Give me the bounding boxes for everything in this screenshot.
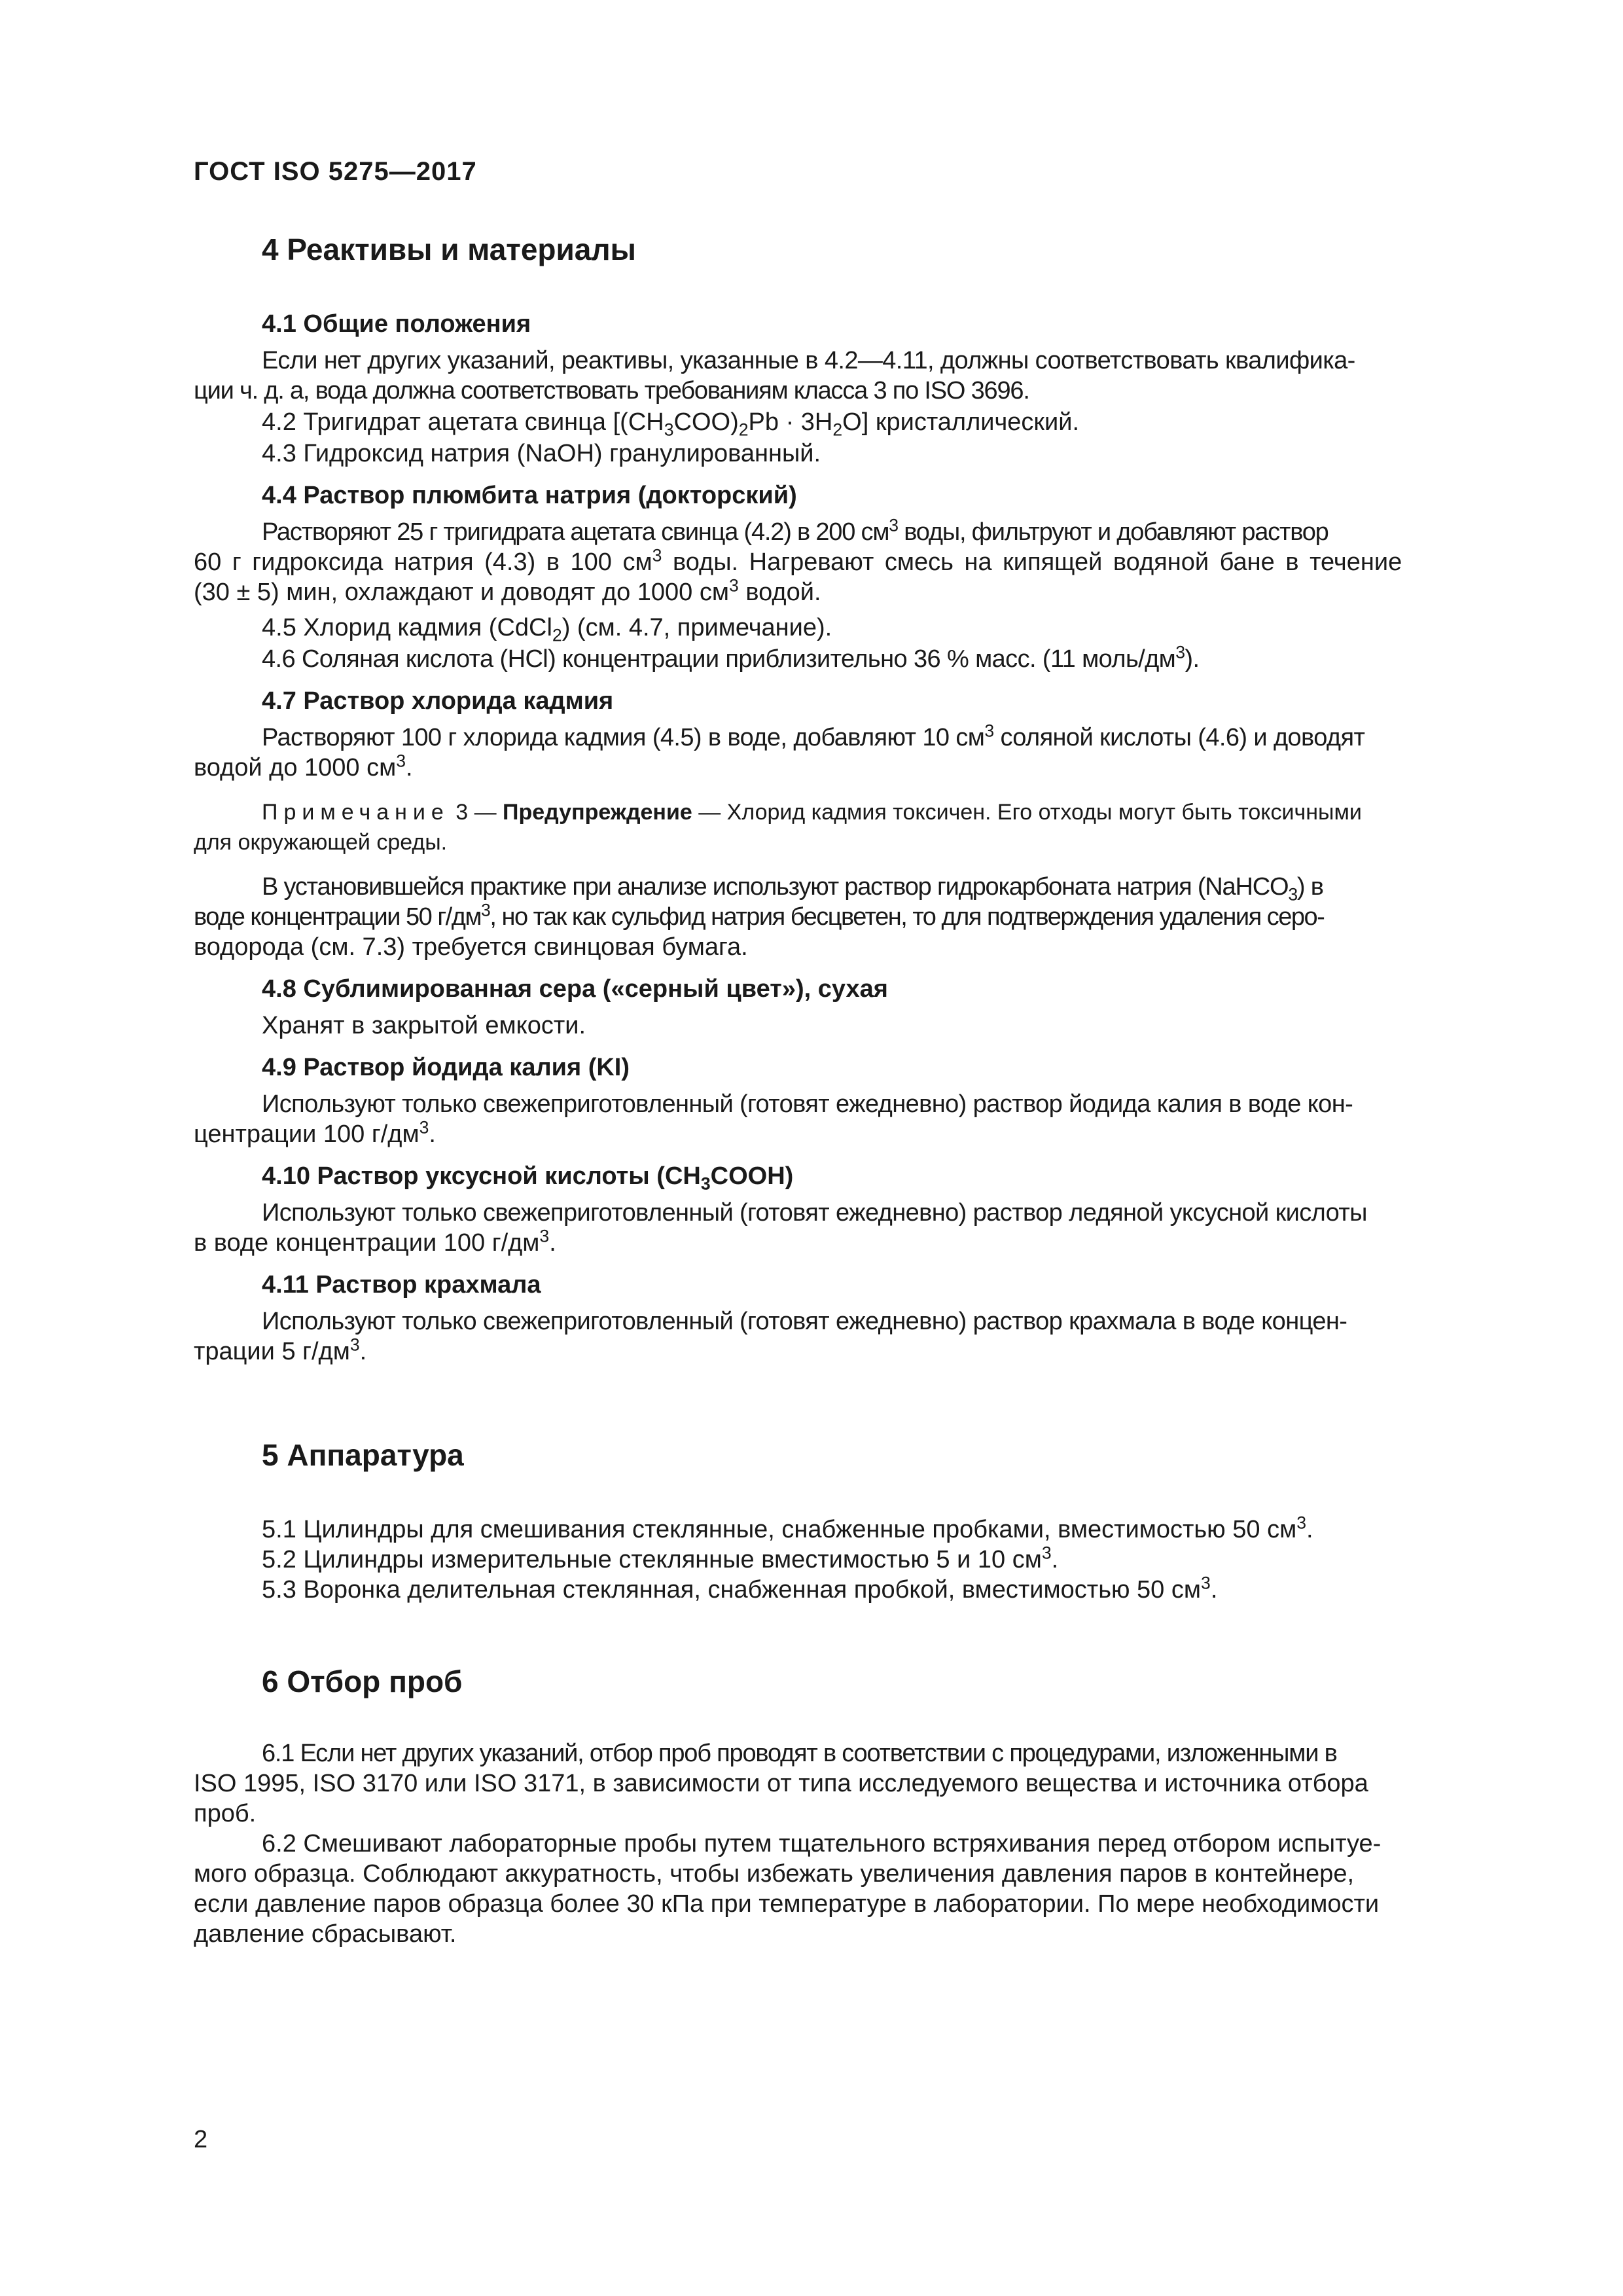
- s4-10-line2: в воде концентрации 100 $г/дм^3$.: [194, 1226, 556, 1257]
- s6-1-line1: 6.1 Если нет других указаний, отбор проб проводят в соответствии с процедурами, изложенными в: [262, 1740, 1337, 1767]
- s4-6-item: 4.6 Соляная кислота (HCl) концентрации приблизительно 36 % масс. (11 моль/$дм^3$).: [262, 642, 1200, 673]
- s4-7-line1: Растворяют 100 г хлорида кадмия (4.5) в воде, добавляют 10 $см^3$ соляной кислоты (4.6) и доводят: [262, 721, 1365, 751]
- subsection-4-7-heading: 4.7 Раствор хлорида кадмия: [262, 687, 614, 715]
- s6-2-line2: мого образца. Соблюдают аккуратность, чтобы избежать увеличения давления паров в контейнере,: [194, 1860, 1355, 1888]
- s4-4-line1: Растворяют 25 г тригидрата ацетата свинца (4.2) в 200 $см^3$ воды, фильтруют и добавляют раствор: [262, 515, 1329, 546]
- s6-2-line4: давление сбрасывают.: [194, 1920, 457, 1948]
- s4-10-line1: Используют только свежеприготовленный (готовят ежедневно) раствор ледяной уксусной кислоты: [262, 1199, 1367, 1227]
- s4-11-line2: трации 5 $г/дм^3$.: [194, 1335, 367, 1365]
- s4-7-note-line1: Примечание 3 — Предупреждение — Хлорид кадмия токсичен. Его отходы могут быть токсичными: [262, 800, 1362, 825]
- s4-4-line2: 60 г гидроксида натрия (4.3) в 100 $см^3$ воды. Нагревают смесь на кипящей водяной бане в течение: [194, 545, 1402, 576]
- section-4-heading: 4 Реактивы и материалы: [262, 232, 636, 266]
- subsection-4-10-heading: 4.10 Раствор уксусной кислоты $(CH_3COOH)$: [262, 1162, 794, 1194]
- s4-8-text: Хранят в закрытой емкости.: [262, 1012, 586, 1039]
- s4-7-para2-line2: воде концентрации 50 $г/дм^3$, но так как сульфид натрия бесцветен, то для подтверждения удаления серо-: [194, 900, 1325, 931]
- s5-3-item: 5.3 Воронка делительная стеклянная, снабженная пробкой, вместимостью 50 $см^3$.: [262, 1573, 1218, 1604]
- s4-7-para2-line1: В установившейся практике при анализе используют раствор гидрокарбоната натрия (NaHCO$_3$) в: [262, 873, 1323, 905]
- s4-1-line2: ции ч. д. а, вода должна соответствовать требованиям класса 3 по ISO 3696.: [194, 377, 1029, 404]
- s4-9-line2: центрации 100 $г/дм^3$.: [194, 1117, 436, 1148]
- section-6-heading: 6 Отбор проб: [262, 1664, 463, 1698]
- s5-2-item: 5.2 Цилиндры измерительные стеклянные вместимостью 5 и 10 $см^3$.: [262, 1543, 1059, 1573]
- subsection-4-4-heading: 4.4 Раствор плюмбита натрия (докторский): [262, 482, 797, 509]
- subsection-4-9-heading: 4.9 Раствор йодида калия (KI): [262, 1054, 630, 1081]
- subsection-4-8-heading: 4.8 Сублимированная сера («серный цвет»), сухая: [262, 975, 888, 1003]
- s4-2-item: 4.2 Тригидрат ацетата свинца $[(CH_3COO)_2Pb \cdot 3H_2O]$ кристаллический.: [262, 408, 1080, 440]
- s6-1-line3: проб.: [194, 1800, 257, 1827]
- s6-1-line2: ISO 1995, ISO 3170 или ISO 3171, в зависимости от типа исследуемого вещества и источника отбора: [194, 1770, 1368, 1797]
- s5-1-item: 5.1 Цилиндры для смешивания стеклянные, снабженные пробками, вместимостью 50 $см^3$.: [262, 1513, 1313, 1543]
- s4-3-item: 4.3 Гидроксид натрия (NaOH) гранулированный.: [262, 440, 821, 467]
- s4-4-line3: (30 ± 5) мин, охлаждают и доводят до 1000 $см^3$ водой.: [194, 575, 821, 606]
- s4-7-line2: водой до 1000 $см^3$.: [194, 751, 413, 781]
- s4-7-note-line2: для окружающей среды.: [194, 830, 448, 855]
- s4-11-line1: Используют только свежеприготовленный (готовят ежедневно) раствор крахмала в воде концен-: [262, 1308, 1347, 1335]
- s4-9-line1: Используют только свежеприготовленный (готовят ежедневно) раствор йодида калия в воде кон-: [262, 1090, 1353, 1118]
- s4-1-line1: Если нет других указаний, реактивы, указанные в 4.2—4.11, должны соответствовать квалифика-: [262, 347, 1355, 374]
- s4-5-item: 4.5 Хлорид кадмия (CdCl$_2$) (см. 4.7, примечание).: [262, 614, 832, 645]
- s4-7-para2-line3: водорода (см. 7.3) требуется свинцовая бумага.: [194, 933, 748, 961]
- s6-2-line1: 6.2 Смешивают лабораторные пробы путем тщательного встряхивания перед отбором испытуе-: [262, 1830, 1382, 1857]
- subsection-4-11-heading: 4.11 Раствор крахмала: [262, 1271, 541, 1299]
- section-5-heading: 5 Аппаратура: [262, 1438, 464, 1472]
- s6-2-line3: если давление паров образца более 30 кПа при температуре в лаборатории. По мере необходимости: [194, 1890, 1380, 1918]
- page-number: 2: [194, 2126, 208, 2153]
- subsection-4-1-heading: 4.1 Общие положения: [262, 310, 531, 338]
- document-code: ГОСТ ISO 5275—2017: [194, 157, 477, 186]
